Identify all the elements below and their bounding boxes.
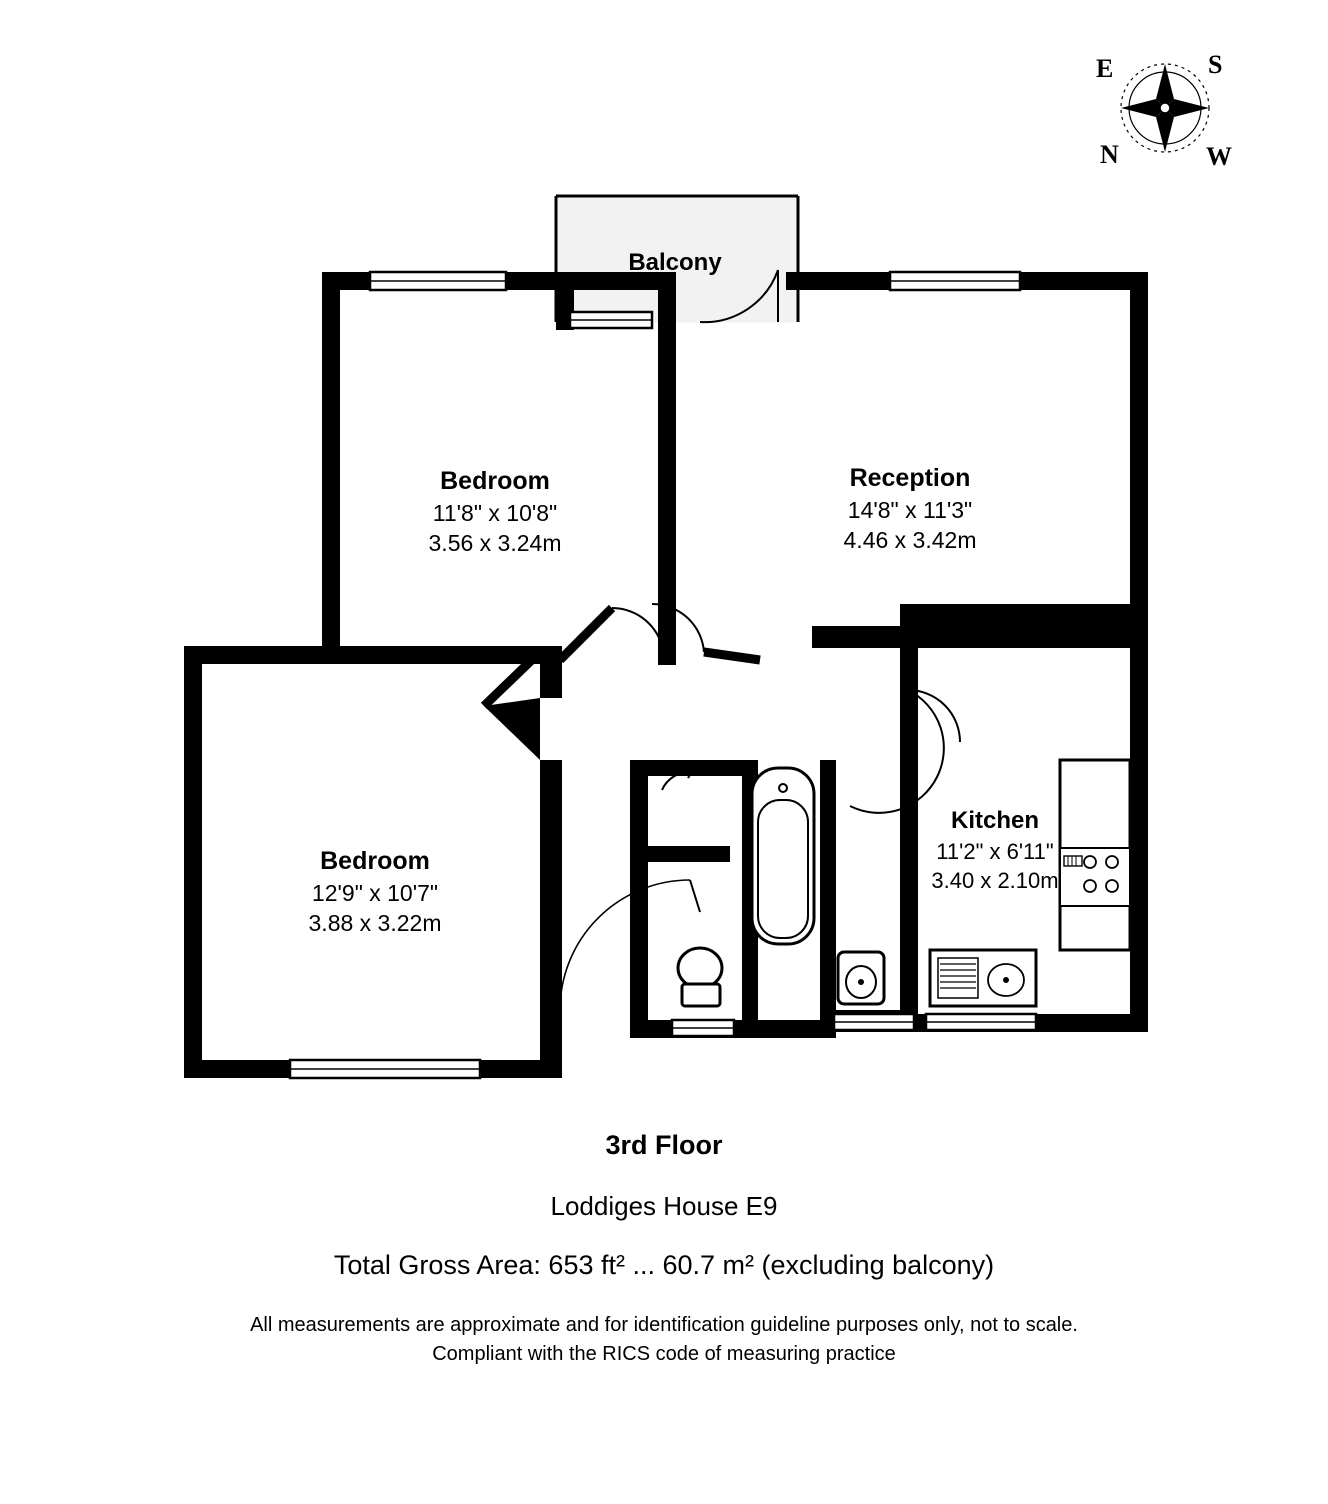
room-label-bedroom-2 bbox=[225, 845, 525, 939]
room-name: Bedroom bbox=[440, 467, 550, 495]
toilet-icon bbox=[678, 948, 722, 1006]
room-dimension-metric: 4.46 x 3.42m bbox=[843, 527, 977, 554]
washbasin-icon bbox=[838, 952, 884, 1004]
room-name: Balcony bbox=[628, 249, 722, 276]
room-dimension-imperial: 11'2" x 6'11" bbox=[936, 838, 1054, 864]
disclaimer-line-1: All measurements are approximate and for identification guideline purposes only, not to scale. bbox=[250, 1314, 1078, 1336]
room-dimension-metric: 3.56 x 3.24m bbox=[428, 530, 562, 557]
room-label-kitchen bbox=[855, 805, 1135, 895]
total-area: Total Gross Area: 653 ft² ... 60.7 m² (excluding balcony) bbox=[333, 1250, 995, 1280]
room-name: Kitchen bbox=[950, 807, 1039, 834]
property-address: Loddiges House E9 bbox=[550, 1191, 778, 1221]
room-dimension-imperial: 12'9" x 10'7" bbox=[311, 880, 439, 906]
disclaimer-line-2: Compliant with the RICS code of measuring practice bbox=[432, 1343, 896, 1365]
kitchen-sink-icon bbox=[930, 950, 1036, 1006]
room-dimension-metric: 3.40 x 2.10m bbox=[931, 867, 1059, 893]
plan-footer bbox=[0, 1120, 1328, 1369]
room-dimension-imperial: 14'8" x 11'3" bbox=[847, 497, 973, 523]
bathtub-icon bbox=[752, 768, 814, 944]
floor-title: 3rd Floor bbox=[605, 1130, 723, 1160]
room-label-bedroom-1 bbox=[345, 465, 645, 559]
room-name: Reception bbox=[849, 464, 971, 492]
room-name: Bedroom bbox=[320, 847, 430, 875]
room-dimension-imperial: 11'8" x 10'8" bbox=[432, 500, 558, 526]
compass-label-north: N bbox=[1100, 140, 1119, 169]
compass-label-west: W bbox=[1206, 142, 1232, 171]
compass-label-east: E bbox=[1096, 54, 1114, 83]
room-label-balcony bbox=[555, 247, 795, 279]
room-label-reception bbox=[760, 462, 1060, 556]
compass-label-south: S bbox=[1208, 50, 1223, 79]
room-dimension-metric: 3.88 x 3.22m bbox=[308, 910, 442, 937]
